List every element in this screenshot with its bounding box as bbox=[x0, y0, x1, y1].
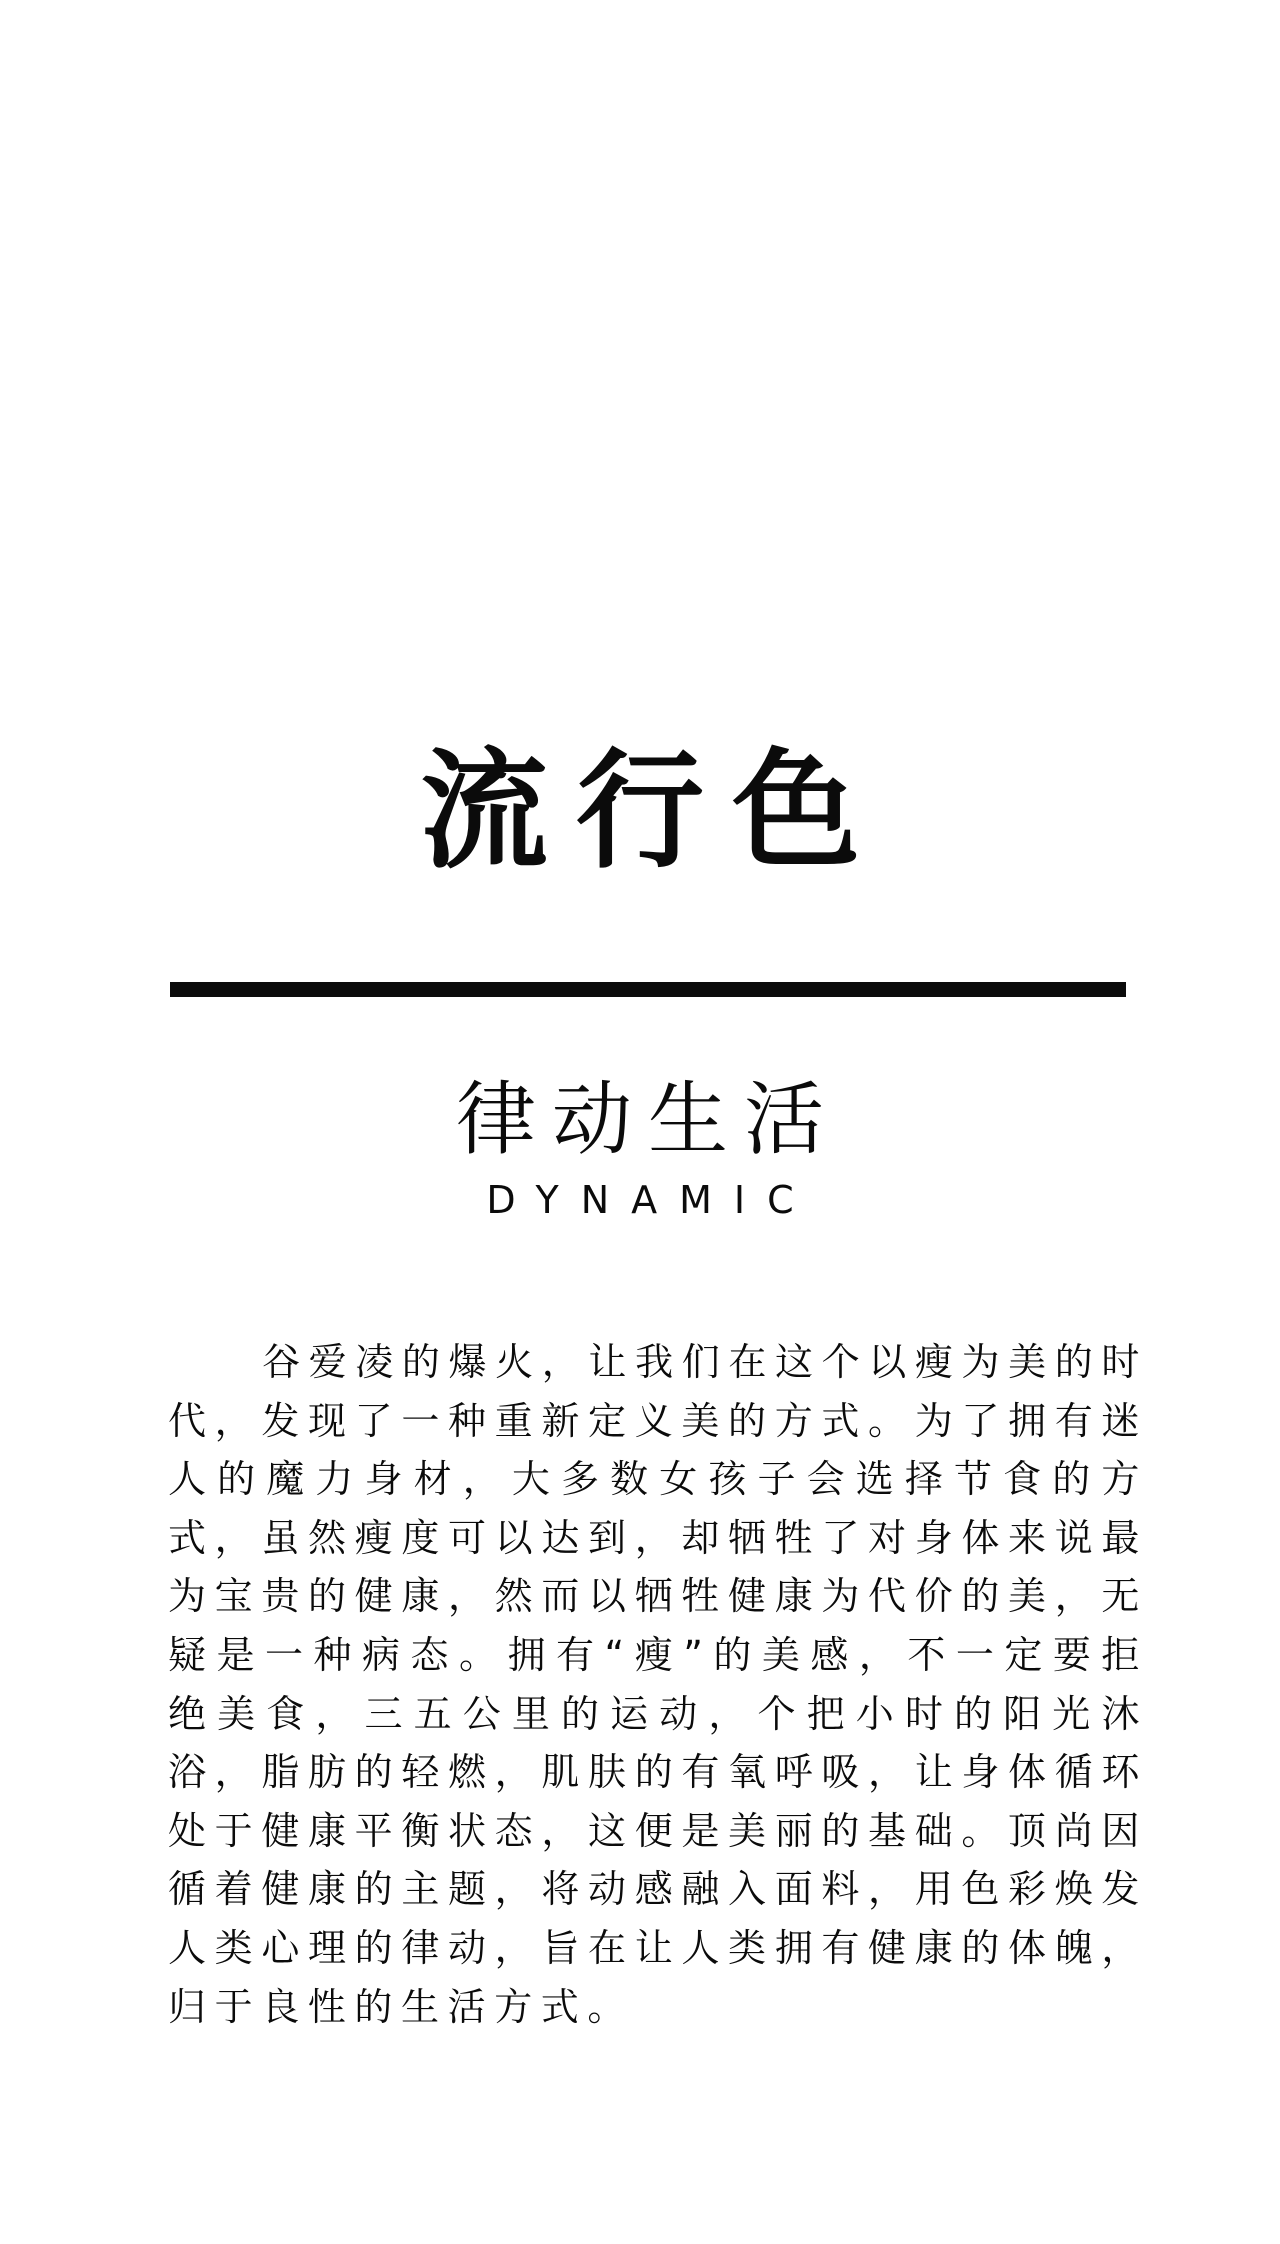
subtitle-english: DYNAMIC bbox=[486, 1178, 816, 1222]
body-paragraph: 谷爱凌的爆火，让我们在这个以瘦为美的时代，发现了一种重新定义美的方式。为了拥有迷人的魔力身材，大多数女孩子会选择节食的方式，虽然瘦度可以达到，却牺牲了对身体来说最为宝贵的健康，然而以牺牲健康为代价的美，无疑是一种病态。拥有“瘦”的美感，不一定要拒绝美食，三五公里的运动，个把小时的阳光沐浴，脂肪的轻燃，肌肤的有氧呼吸，让身体循环处于健康平衡状态，这便是美丽的基础。顶尚因循着健康的主题，将动感融入面料，用色彩焕发人类心理的律动，旨在让人类拥有健康的体魄，归于良性的生活方式。 bbox=[168, 1340, 1148, 2029]
subtitle: 律动生活 bbox=[456, 1073, 840, 1166]
title-divider bbox=[170, 982, 1126, 997]
page-title: 流行色 bbox=[419, 737, 888, 886]
